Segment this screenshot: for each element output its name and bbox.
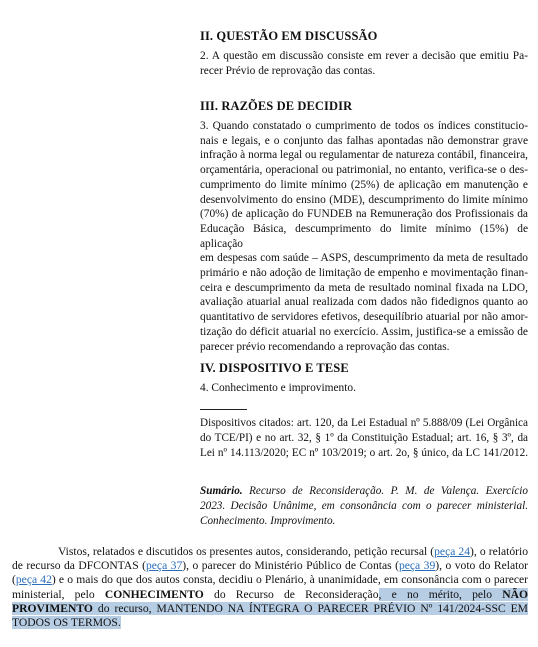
- text-line: Educação Básica, descumprimento do limite mínimo (15%) de aplicação: [200, 222, 528, 250]
- summary-block: [200, 484, 528, 529]
- decision-text: do Recurso de Reconsideração: [203, 587, 379, 601]
- text-line: orçamentária, operacional ou patrimonial, no entanto, verifica-se o des-: [200, 164, 528, 177]
- text-line: nais e legais, e o conjunto das falhas apontadas não demonstrar grave: [200, 134, 528, 147]
- text-line: parecer prévio recomendando a reprovação das contas.: [200, 340, 450, 353]
- section-discussion: [200, 29, 528, 78]
- doc-link-peca-24[interactable]: peça 24: [434, 545, 471, 558]
- summary-text: Recurso de Reconsideração. P. M. de Valença. Exercício: [249, 485, 529, 497]
- decision-bold: CONHECIMENTO: [104, 587, 204, 601]
- summary-line: Conhecimento. Improvimento.: [200, 515, 336, 527]
- decision-text: ), o parecer do Ministério Público de Contas (: [182, 559, 399, 573]
- text-line: quantitativo de servidores efetivos, desequilíbrio atuarial por não amor-: [200, 311, 528, 324]
- decision-paragraph: [12, 545, 528, 630]
- decision-text: ) e o mais do que dos autos consta, decidiu o Plenário, à unanimidade, em consonância com o parecer ministerial, pelo: [12, 573, 528, 601]
- decision-bold: NÃO PROVIMENTO: [12, 587, 528, 615]
- text-line: Dispositivos citados: art. 120, da Lei Estadual nº 5.888/09 (Lei Orgânica: [200, 417, 528, 429]
- text-line: infração à norma legal ou regulamentar de natureza contábil, financeira,: [200, 149, 528, 162]
- section-heading: IV. DISPOSITIVO E TESE: [200, 361, 349, 375]
- doc-link-peca-42[interactable]: peça 42: [15, 573, 52, 587]
- text-line: Lei nº 14.113/2020; EC nº 103/2019; o art. 2o, § único, da LC 141/2012.: [200, 447, 528, 459]
- text-line: primário e não adoção de limitação de empenho e movimentação finan-: [200, 267, 528, 280]
- decision-text: , e no mérito, pelo: [378, 587, 503, 601]
- text-line: 2. A questão em discussão consiste em rever a decisão que emitiu Pa-: [200, 50, 528, 62]
- summary-line: 2023. Decisão Unânime, em consonância com o parecer ministerial.: [200, 500, 528, 512]
- doc-link-peca-39[interactable]: peça 39: [398, 559, 436, 573]
- summary-label: Sumário.: [200, 485, 243, 497]
- decision-text: ), o voto do Relator (: [12, 559, 528, 587]
- text-line: 4. Conhecimento e improvimento.: [200, 382, 356, 394]
- text-line: 3. Quando constatado o cumprimento de todos os índices constitucio-: [200, 120, 528, 132]
- summary-line: [200, 484, 528, 499]
- doc-link-peca-37[interactable]: peça 37: [145, 559, 183, 573]
- section-heading: III. RAZÕES DE DECIDIR: [200, 99, 353, 113]
- section-text: [200, 381, 528, 396]
- text-line: recer Prévio de reprovação das contas.: [200, 64, 376, 77]
- section-text: [200, 119, 528, 354]
- text-line: em despesas com saúde – ASPS, descumprimento da meta de resultado: [200, 252, 528, 265]
- text-line: tização do déficit atuarial no exercício. Assim, justifica-se a emissão de: [200, 325, 528, 338]
- decision-text: do recurso, MANTENDO NA ÍNTEGRA O PARECER PRÉVIO Nº 141/2024-SSC EM TODOS OS TERMOS.: [12, 601, 528, 630]
- text-line: cumprimento do limite mínimo (25%) de aplicação em manutenção e: [200, 178, 528, 191]
- section-reasons: [200, 99, 528, 354]
- section-text: [200, 49, 528, 78]
- section-heading: II. QUESTÃO EM DISCUSSÃO: [200, 29, 378, 43]
- cited-provisions: [200, 416, 528, 461]
- decision-text: Vistos, relatados e discutidos os presentes autos, considerando, petição recursal (: [58, 545, 435, 558]
- footnote-divider: [200, 409, 247, 410]
- section-disposition: [200, 361, 528, 396]
- text-line: ceira e descumprimento da meta de resultado nominal fixada na LDO,: [200, 281, 528, 294]
- text-line: (70%) de aplicação do FUNDEB na Remuneração dos Profissionais da: [200, 208, 528, 221]
- decision-text: ), o relatório de recurso da DFCONTAS (: [12, 545, 529, 573]
- text-line: do TCE/PI) e no art. 32, § 1º da Constituição Estadual; art. 16, § 3º, da: [200, 432, 528, 444]
- text-line: avaliação atuarial anual realizada com dados não fidedignos quanto ao: [200, 296, 528, 309]
- text-line: desenvolvimento do ensino (MDE), descumprimento do limite mínimo: [200, 193, 528, 206]
